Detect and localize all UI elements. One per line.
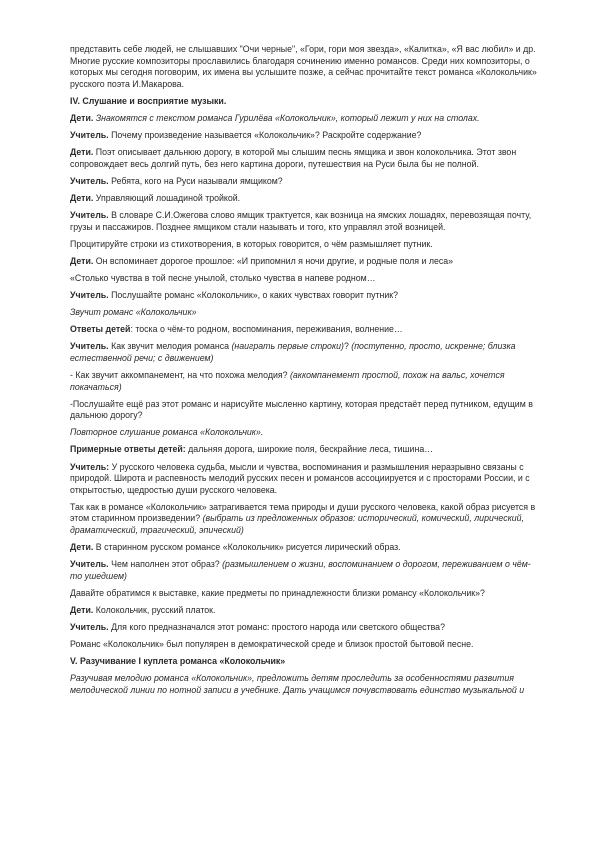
- text-run: ?: [343, 341, 352, 352]
- text-run: В словаре С.И.Ожегова слово ямщик трактуется, как возница на ямских лошадях, перевозящая почту, грузы и пассажиров. Позднее ямщиком стали называть и того, кто управлял этой возницей.: [70, 210, 532, 232]
- italic-text: Звучит романс «Колокольчик»: [70, 307, 197, 318]
- italic-text: (поступенно, просто, искренне; близка естественной речи; с движением): [70, 341, 516, 363]
- text-run: У русского человека судьба, мысли и чувства, воспоминания и размышления неразрывно связаны с природой. Широта и распевность мелодий русских песен и романсов ассоциируется и с просторами России, и с открытостью, щедростью души русского человека.: [70, 461, 530, 495]
- paragraph: [70, 341, 540, 364]
- paragraph: [70, 193, 540, 205]
- text-run: -Послушайте ещё раз этот романс и нарисуйте мысленно картину, которая предстаёт перед путником, едущим в дальнюю дорогу?: [70, 398, 533, 421]
- paragraph: [70, 622, 540, 634]
- bold-text: Учитель.: [70, 341, 109, 352]
- text-run: Романс «Колокольчик» был популярен в демократической среде и близок простой бытовой песне.: [70, 639, 474, 650]
- paragraph: [70, 427, 540, 439]
- paragraph: [70, 273, 540, 285]
- text-run: Послушайте романс «Колокольчик», о каких чувствах говорит путник?: [108, 290, 399, 300]
- italic-text: (размышлением о жизни, воспоминанием о дорогом, переживанием о чём-то ушедшем): [70, 559, 531, 581]
- bold-text: V. Разучивание I куплета романса «Колокольчик»: [70, 656, 286, 667]
- italic-text: Разучивая мелодию романса «Колокольчик», предложить детям проследить за особенностями развития мелодической линии по нотной записи в учебнике. Дать учащимся почувствовать единство музыкальной и: [70, 673, 525, 695]
- paragraph: [70, 239, 540, 251]
- text-run: Управляющий лошадиной тройкой.: [93, 192, 241, 203]
- text-run: : тоска о чём-то родном, воспоминания, переживания, волнение…: [130, 324, 403, 335]
- paragraph: [70, 113, 540, 125]
- text-run: В старинном русском романсе «Колокольчик» рисуется лирический образ.: [93, 542, 401, 553]
- italic-text: Знакомятся с текстом романса Гурилёва «Колокольчик», который лежит у них на столах.: [93, 112, 480, 123]
- text-run: Так как в романсе «Колокольчик» затрагивается тема природы и души русского человека, какой образ рисуется в этом старинном произведении?: [70, 501, 536, 524]
- bold-text: Дети.: [70, 192, 94, 203]
- text-run: Давайте обратимся к выставке, какие предметы по принадлежности близки романсу «Колокольчик»?: [70, 587, 485, 598]
- paragraph: [70, 147, 540, 170]
- paragraph: [70, 324, 540, 336]
- paragraph: [70, 307, 540, 319]
- paragraph: [70, 588, 540, 600]
- paragraph: [70, 44, 540, 90]
- paragraph: [70, 542, 540, 554]
- bold-text: Учитель.: [70, 130, 109, 141]
- italic-text: (выбрать из предложенных образов: исторический, комический, лирический, драматический, трагический, эпический): [70, 513, 524, 535]
- text-run: Поэт описывает дальнюю дорогу, в которой мы слышим песнь ямщика и звон колокольчика. Этот звон сопровождает весь долгий путь, без него картина дороги, путешествия на Руси была бы не полной.: [70, 147, 517, 169]
- paragraph: [70, 210, 540, 233]
- bold-text: Учитель.: [70, 559, 109, 570]
- paragraph: [70, 605, 540, 617]
- italic-text: Повторное слушание романса «Колокольчик».: [70, 427, 264, 438]
- text-run: Почему произведение называется «Колокольчик»? Раскройте содержание?: [108, 130, 422, 141]
- bold-text: Примерные ответы детей:: [70, 444, 186, 455]
- text-run: Колокольчик, русский платок.: [93, 604, 216, 615]
- paragraph: [70, 370, 540, 393]
- text-run: Для кого предназначался этот романс: простого народа или светского общества?: [108, 622, 445, 633]
- bold-text: Дети.: [70, 255, 94, 266]
- bold-text: Учитель.: [70, 210, 109, 221]
- text-run: представить себе людей, не слышавших "Очи черные", «Гори, гори моя звезда», «Калитка», «Я вас любил» и др. Многие русские композиторы прославились благодаря сочинению именно романсов. Среди них композиторы, о которых мы сегодня поговорим, их имена вы услышите позже, а сейчас прочитайте текст романса «Колокольчик» русского поэта И.Макарова.: [70, 44, 537, 89]
- text-run: - Как звучит аккомпанемент, на что похожа мелодия?: [70, 369, 290, 380]
- text-run: Как звучит мелодия романса: [108, 341, 232, 352]
- paragraph: [70, 130, 540, 142]
- bold-text: Учитель.: [70, 290, 109, 300]
- paragraph: [70, 656, 540, 668]
- bold-text: Дети.: [70, 542, 94, 553]
- bold-text: Дети.: [70, 112, 94, 123]
- paragraph: [70, 639, 540, 651]
- paragraph: [70, 290, 540, 302]
- bold-text: Учитель:: [70, 461, 110, 472]
- bold-text: Ответы детей: [70, 324, 131, 335]
- bold-text: Учитель.: [70, 175, 109, 186]
- paragraph: [70, 256, 540, 268]
- bold-text: IV. Слушание и восприятие музыки.: [70, 95, 227, 106]
- paragraph: [70, 444, 540, 456]
- document-page: [70, 44, 540, 702]
- text-run: Процитируйте строки из стихотворения, в которых говорится, о чём размышляет путник.: [70, 238, 433, 249]
- paragraph: [70, 399, 540, 422]
- bold-text: Дети.: [70, 147, 94, 158]
- text-run: Чем наполнен этот образ?: [108, 559, 223, 570]
- text-run: «Столько чувства в той песне унылой, столько чувства в напеве родном…: [70, 272, 376, 283]
- paragraph: [70, 502, 540, 537]
- paragraph: [70, 96, 540, 108]
- italic-text: (наиграть первые строки): [231, 341, 344, 352]
- italic-text: (аккомпанемент простой, похож на вальс, хочется покачаться): [70, 369, 505, 392]
- bold-text: Учитель.: [70, 622, 109, 633]
- bold-text: Дети.: [70, 604, 94, 615]
- text-run: Он вспоминает дорогое прошлое: «И припомнил я ночи другие, и родные поля и леса»: [93, 255, 454, 266]
- text-run: Ребята, кого на Руси называли ямщиком?: [108, 175, 283, 186]
- paragraph: [70, 559, 540, 582]
- paragraph: [70, 462, 540, 497]
- paragraph: [70, 176, 540, 188]
- paragraph: [70, 673, 540, 696]
- text-run: дальняя дорога, широкие поля, бескрайние леса, тишина…: [185, 444, 434, 455]
